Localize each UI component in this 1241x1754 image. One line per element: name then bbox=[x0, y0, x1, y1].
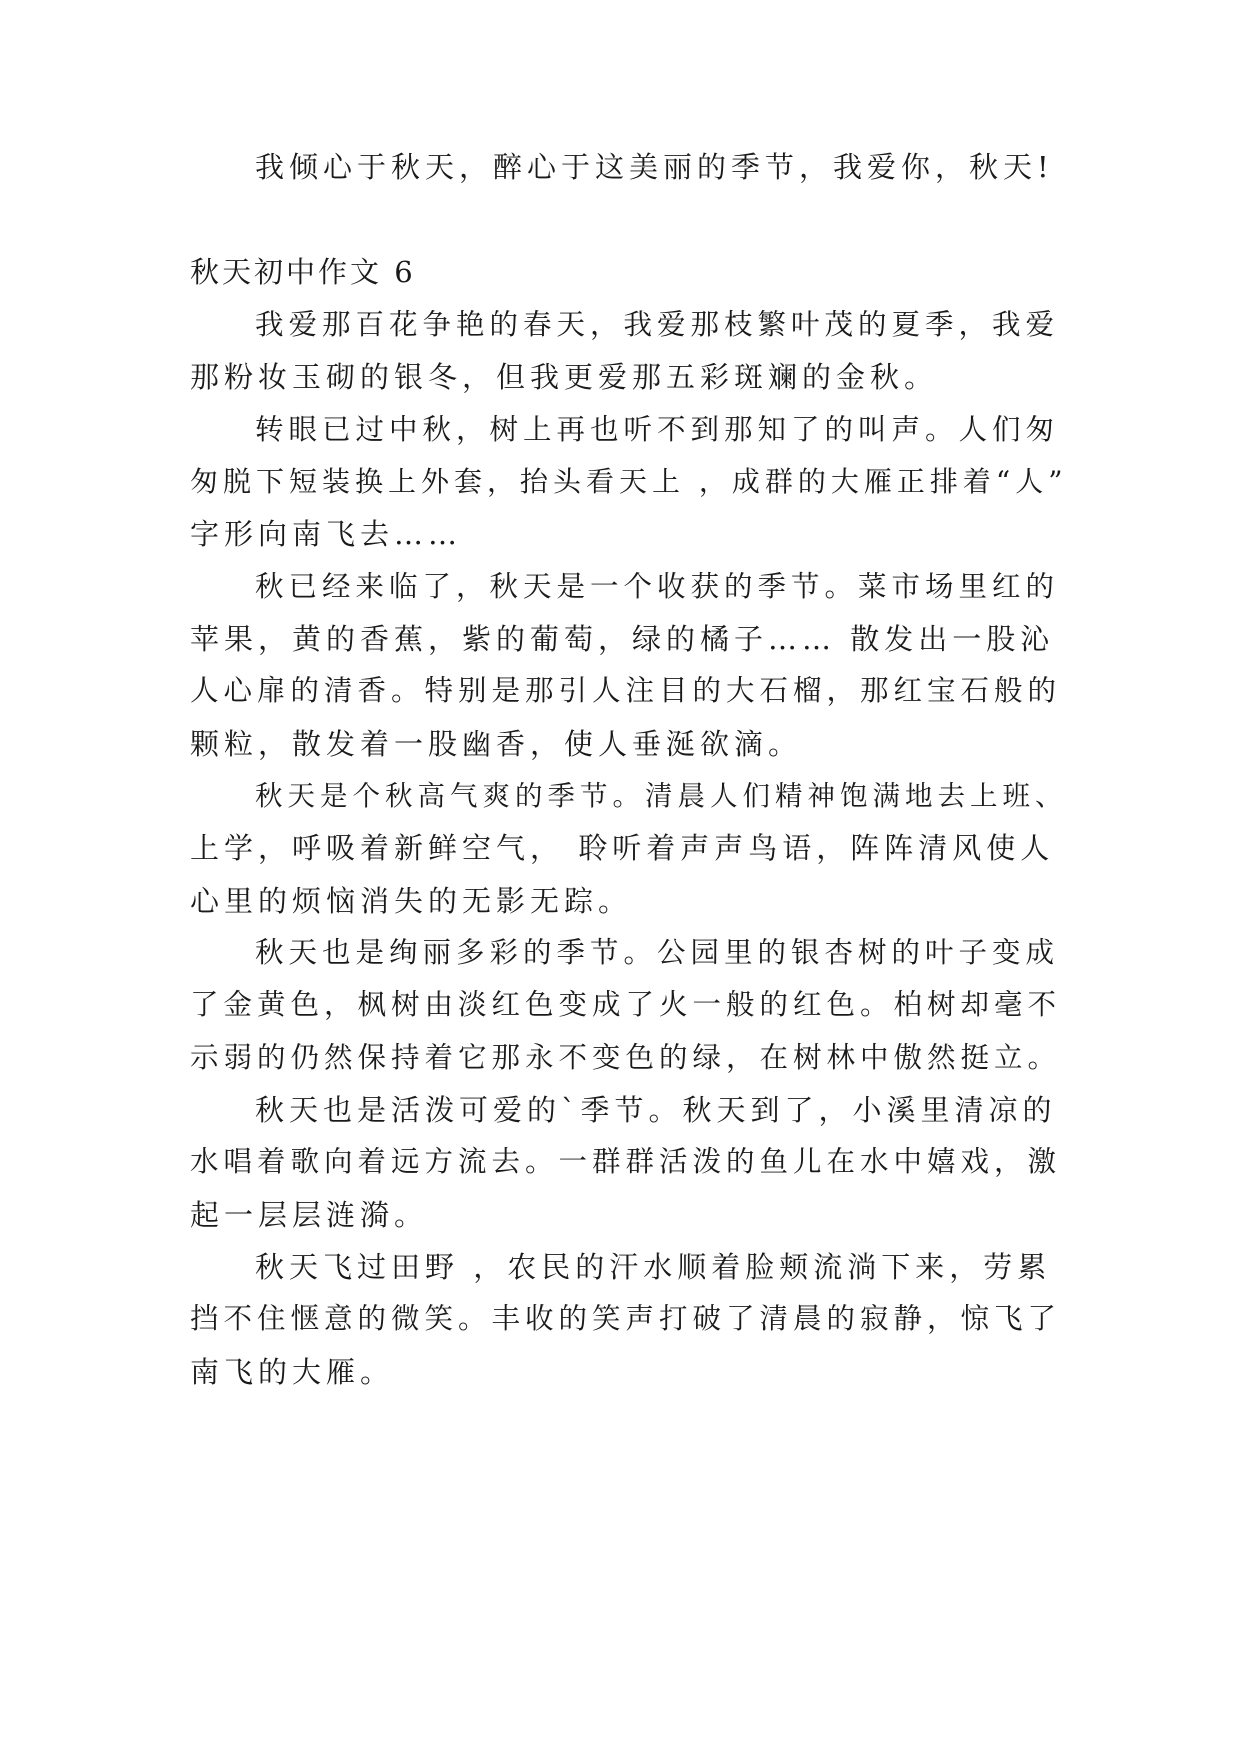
essay-heading: 秋天初中作文 6 bbox=[190, 255, 416, 289]
closing-line: 我倾心于秋天，醉心于这美丽的季节，我爱你，秋天! bbox=[255, 150, 1054, 184]
paragraph-line: 秋天是个秋高气爽的季节。清晨人们精神饱满地去上班、 bbox=[255, 780, 1068, 812]
paragraph-line: 秋天也是活泼可爱的`季节。秋天到了，小溪里清凉的 bbox=[255, 1093, 1057, 1127]
paragraph-line: 南飞的大雁。 bbox=[190, 1355, 395, 1389]
paragraph-line: 上学，呼吸着新鲜空气， 聆听着声声鸟语，阵阵清风使人 bbox=[190, 831, 1055, 865]
paragraph-line: 了金黄色，枫树由淡红色变成了火一般的红色。柏树却毫不 bbox=[190, 988, 1062, 1021]
paragraph-line: 秋天也是绚丽多彩的季节。公园里的银杏树的叶子变成 bbox=[255, 936, 1060, 969]
paragraph-line: 起一层层涟漪。 bbox=[190, 1198, 429, 1232]
paragraph-line: 人心扉的清香。特别是那引人注目的大石榴，那红宝石般的 bbox=[190, 674, 1062, 707]
paragraph-line: 字形向南飞去…… bbox=[190, 517, 463, 551]
paragraph-line: 我爱那百花争艳的春天，我爱那枝繁叶茂的夏季，我爱 bbox=[255, 308, 1060, 341]
paragraph-line: 苹果，黄的香蕉，紫的葡萄，绿的橘子…… 散发出一股沁 bbox=[190, 622, 1055, 656]
paragraph-line: 挡不住惬意的微笑。丰收的笑声打破了清晨的寂静，惊飞了 bbox=[190, 1302, 1062, 1335]
paragraph-line: 水唱着歌向着远方流去。一群群活泼的鱼儿在水中嬉戏，激 bbox=[190, 1145, 1062, 1178]
paragraph-line: 秋天飞过田野 ，农民的汗水顺着脸颊流淌下来，劳累 bbox=[255, 1250, 1052, 1284]
paragraph-line: 那粉妆玉砌的银冬，但我更爱那五彩斑斓的金秋。 bbox=[190, 360, 939, 394]
paragraph-line: 颗粒，散发着一股幽香，使人垂涎欲滴。 bbox=[190, 727, 803, 761]
paragraph-line: 心里的烦恼消失的无影无踪。 bbox=[190, 884, 633, 918]
paragraph-line: 秋已经来临了，秋天是一个收获的季节。菜市场里红的 bbox=[255, 570, 1060, 603]
paragraph-line: 转眼已过中秋，树上再也听不到那知了的叫声。人们匆 bbox=[255, 413, 1060, 446]
paragraph-line: 匆脱下短装换上外套，抬头看天上 ，成群的大雁正排着“人” bbox=[190, 465, 1068, 498]
paragraph-line: 示弱的仍然保持着它那永不变色的绿，在树林中傲然挺立。 bbox=[190, 1041, 1062, 1074]
